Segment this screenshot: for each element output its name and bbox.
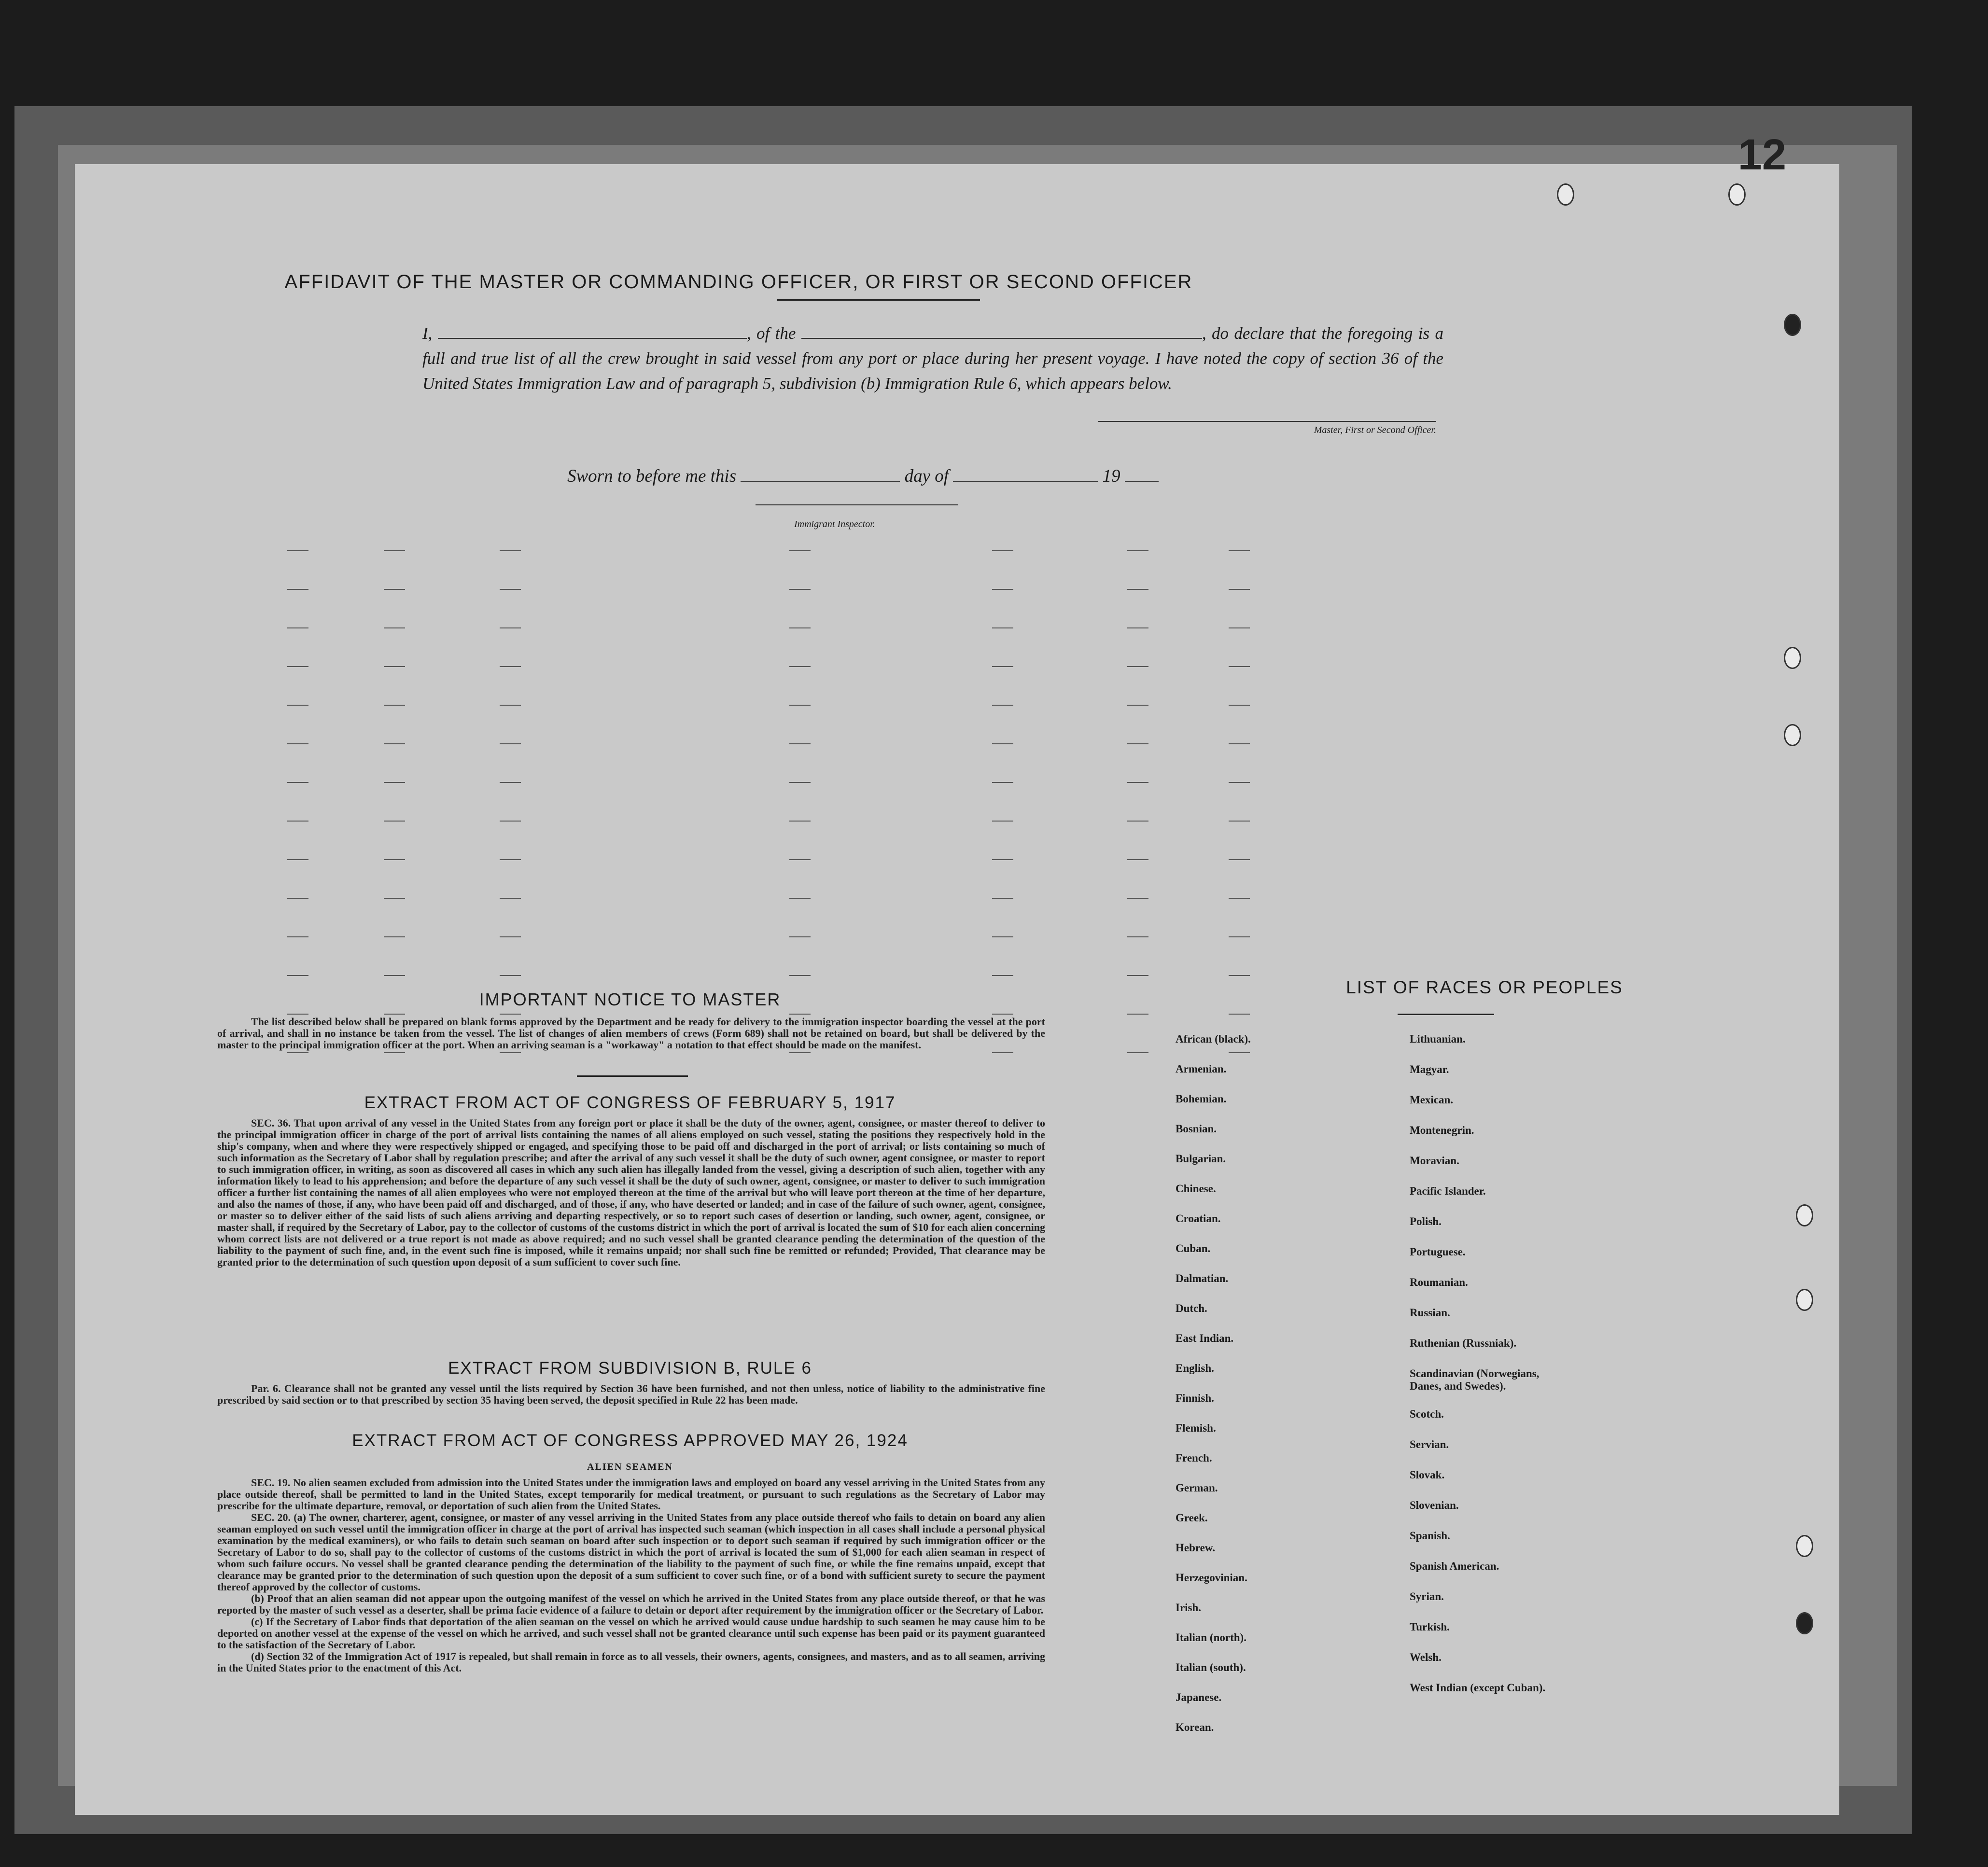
sworn-year-blank [1125,481,1159,482]
dash-mark [500,666,521,667]
dash-mark [500,743,521,744]
dash-row [287,743,1567,748]
binder-hole [1796,1289,1813,1311]
sec20d-paragraph: (d) Section 32 of the Immigration Act of 1917 is repealed, but shall remain in force as to all vessels, their owners, agents, consignees, and masters, and as to all seamen, arriving in the United States prior to the enactment of this Act. [217,1650,1045,1674]
dash-mark [789,743,811,744]
race-item: African (black). [1176,1033,1251,1045]
sworn-month-blank [953,481,1098,482]
dash-mark [789,627,811,628]
dash-mark [500,1014,521,1015]
race-item: Korean. [1176,1721,1214,1733]
document-page [75,131,1839,1815]
race-item: Spanish American. [1410,1560,1499,1572]
dash-mark [1229,859,1250,860]
dash-mark [789,1052,811,1053]
race-item: Greek. [1176,1512,1208,1524]
dash-mark [500,859,521,860]
dash-mark [1127,1014,1148,1015]
dash-mark [1229,1052,1250,1053]
dash-row [287,550,1567,555]
race-item: Moravian. [1410,1155,1459,1167]
race-item: Scotch. [1410,1408,1444,1420]
dash-mark [287,898,308,899]
dash-mark [287,859,308,860]
dash-mark [500,975,521,976]
master-signature-label: Master, First or Second Officer. [1314,425,1436,435]
dash-mark [1127,936,1148,937]
master-signature-line [1098,421,1436,422]
dash-mark [384,821,405,822]
extract-rule6-title: EXTRACT FROM SUBDIVISION B, RULE 6 [448,1359,812,1378]
race-item: Spanish. [1410,1530,1450,1542]
inspector-signature-line [756,504,958,505]
dash-mark [1127,859,1148,860]
dash-mark [992,666,1013,667]
dash-mark [789,705,811,706]
affidavit-i: I, [422,324,433,343]
dash-mark [287,1052,308,1053]
dash-mark [287,705,308,706]
dash-mark [384,627,405,628]
dash-row [287,821,1567,825]
dash-mark [992,859,1013,860]
dash-row [287,666,1567,671]
notice-title: IMPORTANT NOTICE TO MASTER [479,989,781,1009]
races-title: LIST OF RACES OR PEOPLES [1346,977,1623,997]
dash-mark [287,975,308,976]
race-item: Ruthenian (Russniak). [1410,1337,1517,1349]
sec19-paragraph: SEC. 19. No alien seamen excluded from admission into the United States under the immigration laws and employed on board any vessel arriving in the United States from any place outside thereof, shall be permitted to land in the United States, except temporarily for medical treatment, or pursuant to such regulations as the Secretary of Labor may prescribe for the ultimate departure, removal, or deportation of such alien from the United States. [217,1477,1045,1512]
dash-mark [500,589,521,590]
dash-mark [1127,1052,1148,1053]
dash-mark [384,1014,405,1015]
dash-mark [287,666,308,667]
dash-mark [384,705,405,706]
binder-hole [1796,1535,1813,1557]
dash-mark [1127,550,1148,551]
dash-mark [1229,898,1250,899]
dash-mark [384,898,405,899]
dash-mark [500,550,521,551]
dash-mark [992,1052,1013,1053]
dash-mark [500,936,521,937]
dash-mark [992,705,1013,706]
race-item: Slovak. [1410,1469,1445,1481]
race-item: Flemish. [1176,1422,1216,1434]
dash-mark [384,859,405,860]
dash-mark [287,782,308,783]
extract-1917-text: SEC. 36. That upon arrival of any vessel in the United States from any foreign port or place it shall be the duty of the owner, agent, consignee, or master thereof to deliver to the principal immigration officer in charge of the port of arrival lists containing the names of all aliens employed on such vessel, stating the positions they respectively hold in the ship's company, when and where they were respectively shipped or engaged, and specifying those to be paid off and discharged in the port of arrival; or lists containing so much of such information as the Secretary of Labor shall by regulation prescribe; and after the arrival of any such vessel it shall be the duty of such owner, agent consignee, or master to report to such immigration officer, in writing, as soon as discovered all cases in which any such alien has illegally landed from the vessel, giving a description of such alien, together with any information likely to lead to his apprehension; and before the departure of any such vessel it shall be the duty of such owner, agent, consignee, or master to deliver to such immigration officer a further list containing the names of all alien employees who were not employed thereon at the time of the arrival but who will leave port thereon at the time of her departure, and also the names of those, if any, who have been paid off and discharged, and of those, if any, who have deserted or landed; and in case of the failure of such owner, agent, consignee, or master so to deliver either of the said lists of such aliens arriving and departing respectively, or so to report such cases of desertion or landing, such owner, agent, consignee, or master shall, if required by the Secretary of Labor, pay to the collector of customs of the customs district in which the port of arrival is located the sum of $10 for each alien concerning whom correct lists are not delivered or a true report is not made as above required; and no such vessel shall be granted clearance pending the determination of the question of the liability to the payment of such fine, and, in the event such fine is imposed, while it remains unpaid; nor shall such fine be remitted or refunded; Provided, That clearance may be granted prior to the determination of such question upon deposit of a sum sufficient to cover such fine. [217,1117,1045,1268]
dash-mark [1229,743,1250,744]
dash-mark [1229,782,1250,783]
dash-mark [500,627,521,628]
race-item: Russian. [1410,1307,1450,1319]
race-item: Italian (south). [1176,1661,1246,1673]
race-item: Armenian. [1176,1063,1227,1075]
dash-mark [992,936,1013,937]
race-item: Montenegrin. [1410,1124,1474,1136]
race-item: Bohemian. [1176,1093,1227,1105]
race-item: Dutch. [1176,1302,1207,1314]
dash-row [287,898,1567,903]
binder-hole [1784,314,1801,336]
dash-mark [384,666,405,667]
dash-row [287,705,1567,710]
binder-hole [1784,647,1801,669]
dash-mark [384,589,405,590]
dash-mark [1229,550,1250,551]
extract-rule6-text: Par. 6. Clearance shall not be granted any vessel until the lists required by Section 36 have been furnished, and not then unless, notice of liability to the administrative fine prescribed by said section or to that prescribed by section 35 having been served, the deposit specified in Rule 22 has been made. [217,1382,1045,1406]
race-item: Magyar. [1410,1063,1449,1075]
extract-1924-text [217,1477,1045,1674]
race-item: Servian. [1410,1438,1449,1450]
dash-mark [1229,936,1250,937]
race-item: Pacific Islander. [1410,1185,1486,1197]
dash-mark [992,1014,1013,1015]
dash-mark [500,1052,521,1053]
extract-1924-subtitle: ALIEN SEAMEN [587,1462,673,1472]
dash-mark [1127,589,1148,590]
sec20a-paragraph: SEC. 20. (a) The owner, charterer, agent, consignee, or master of any vessel arriving in the United States from any place outside thereof who fails to detain on board any alien seaman employed on such vessel until the immigration officer in charge at the port of arrival has inspected such seaman (which inspection in all cases shall include a personal physical examination by the medical examiners), or who fails to detain such seaman on board after such inspection or to deport such seaman if required by such immigration officer or the Secretary of Labor to do so, shall pay to the collector of customs of the customs district in which the port of arrival is located the sum of $1,000 for each alien seaman in respect of whom such failure occurs. No vessel shall be granted clearance pending the determination of the liability to the payment of such fine, or while the fine remains unpaid, except that clearance may be granted prior to the determination of such question upon the deposit of a sum sufficient to cover such fine, or of a bond with sufficient surety to secure the payment thereof approved by the collector of customs. [217,1511,1045,1593]
dash-mark [384,550,405,551]
page-number: 12 [1737,131,1786,179]
notice-text: The list described below shall be prepared on blank forms approved by the Department and be ready for delivery to the immigration inspector boarding the vessel at the port of arrival, and shall in no instance be taken from the vessel. The list of changes of alien members of crews (Form 689) shall not be retained on board, but shall be delivered by the master to the principal immigration officer at the port. When an arriving seaman is a "workaway" a notation to that effect should be made on the manifest. [217,1016,1045,1051]
race-item: Bulgarian. [1176,1153,1226,1165]
sworn-day-blank [741,481,900,482]
dash-mark [1127,705,1148,706]
binder-hole [1796,1612,1813,1634]
race-item: Irish. [1176,1602,1202,1614]
dash-mark [992,550,1013,551]
binder-hole [1796,1204,1813,1226]
race-item: Japanese. [1176,1691,1222,1703]
dash-row [287,859,1567,864]
dash-mark [789,550,811,551]
dash-mark [789,821,811,822]
dash-mark [992,821,1013,822]
sec20c-paragraph: (c) If the Secretary of Labor finds that deportation of the alien seaman on the vessel on which he arrived would cause undue hardship to such seamen he may cause him to be deported on another vessel at the expense of the vessel on which he arrived, and such vessel shall not be granted clearance until such expense has been paid or its payment guaranteed to the satisfaction of the Secretary of Labor. [217,1616,1045,1651]
sworn-statement [567,466,1159,487]
race-item: English. [1176,1362,1214,1374]
section-divider [577,1075,688,1077]
dash-mark [384,975,405,976]
dash-mark [384,743,405,744]
races-title-underline [1398,1014,1494,1015]
dash-mark [1229,1014,1250,1015]
race-item: Chinese. [1176,1183,1216,1195]
race-item: Turkish. [1410,1621,1450,1633]
dash-mark [500,705,521,706]
race-item: Welsh. [1410,1651,1442,1663]
sworn-day-label: day of [904,466,949,486]
race-item: Syrian. [1410,1590,1444,1602]
sec20b-paragraph: (b) Proof that an alien seaman did not appear upon the outgoing manifest of the vessel on which he arrived in the United States from any place outside thereof, or that he was reported by the master of such vessel as a deserter, shall be prima facie evidence of a failure to detain or deport after requirement by the immigration officer or the Secretary of Labor. [217,1592,1045,1616]
race-item: Roumanian. [1410,1276,1468,1288]
dash-mark [1229,666,1250,667]
dash-mark [789,666,811,667]
dash-mark [1127,821,1148,822]
name-blank [438,338,747,339]
dash-mark [287,936,308,937]
vessel-blank [801,338,1202,339]
affidavit-statement: that the foregoing is a full and true list of all the crew brought in said vessel from any port or place during her present voyage. I have noted the copy of section 36 of the United States Immigration Law and of paragraph 5, subdivision (b) Immigration Rule 6, which appears below. [422,324,1444,393]
race-item: Herzegovinian. [1176,1572,1247,1584]
dash-mark [384,782,405,783]
dash-row [287,589,1567,594]
race-item: Dalmatian. [1176,1272,1229,1284]
race-item: Polish. [1410,1215,1442,1227]
dash-mark [1127,743,1148,744]
dash-mark [992,898,1013,899]
dash-mark [1229,821,1250,822]
dash-mark [500,898,521,899]
dash-mark [287,550,308,551]
extract-1924-title: EXTRACT FROM ACT OF CONGRESS APPROVED MAY 26, 1924 [352,1431,908,1450]
dash-mark [1229,589,1250,590]
binder-hole [1728,183,1746,206]
affidavit-title: AFFIDAVIT OF THE MASTER OR COMMANDING OFFICER, OR FIRST OR SECOND OFFICER [284,271,1193,293]
dash-mark [384,936,405,937]
dash-mark [287,743,308,744]
dash-mark [1229,975,1250,976]
race-item: French. [1176,1452,1212,1464]
dash-mark [992,589,1013,590]
binder-hole [1784,724,1801,746]
dash-mark [789,859,811,860]
dash-mark [1127,975,1148,976]
dash-mark [287,589,308,590]
dash-mark [1229,627,1250,628]
dash-mark [287,627,308,628]
race-item: Finnish. [1176,1392,1214,1404]
race-item: Bosnian. [1176,1123,1217,1135]
dash-mark [992,627,1013,628]
race-item: Scandinavian (Norwegians, Danes, and Swedes). [1410,1367,1540,1392]
race-item: Italian (north). [1176,1631,1246,1644]
race-item: Slovenian. [1410,1499,1459,1511]
affidavit-of-the: , of the [746,324,796,343]
dash-mark [500,782,521,783]
race-item: Portuguese. [1410,1246,1466,1258]
race-item: East Indian. [1176,1332,1234,1344]
sworn-year-label: 19 [1102,466,1120,486]
race-item: Croatian. [1176,1212,1221,1225]
sworn-prefix: Sworn to before me this [567,466,737,486]
race-item: German. [1176,1482,1218,1494]
dash-mark [789,898,811,899]
dash-mark [992,975,1013,976]
title-underline [777,299,980,301]
dash-mark [992,782,1013,783]
binder-hole [1557,183,1574,206]
race-item: Lithuanian. [1410,1033,1466,1045]
dash-mark [1127,898,1148,899]
dash-row [287,782,1567,787]
race-item: West Indian (except Cuban). [1410,1682,1546,1694]
dash-mark [287,821,308,822]
dash-mark [789,782,811,783]
dash-mark [1127,666,1148,667]
dash-mark [1127,627,1148,628]
dash-mark [789,975,811,976]
dash-row [287,1052,1567,1057]
race-item: Hebrew. [1176,1542,1215,1554]
affidavit-do-declare: , do declare [1202,324,1285,343]
dash-mark [789,589,811,590]
dash-row [287,627,1567,632]
extract-1917-title: EXTRACT FROM ACT OF CONGRESS OF FEBRUARY 5, 1917 [364,1093,896,1112]
dash-mark [789,1014,811,1015]
dash-mark [992,743,1013,744]
race-item: Mexican. [1410,1094,1454,1106]
affidavit-text [422,321,1443,396]
race-item: Cuban. [1176,1242,1211,1254]
inspector-label: Immigrant Inspector. [794,519,875,529]
dash-row [287,936,1567,941]
dash-mark [500,821,521,822]
dash-mark [1229,705,1250,706]
dash-mark [384,1052,405,1053]
dash-mark [789,936,811,937]
dash-mark [1127,782,1148,783]
dash-mark [287,1014,308,1015]
